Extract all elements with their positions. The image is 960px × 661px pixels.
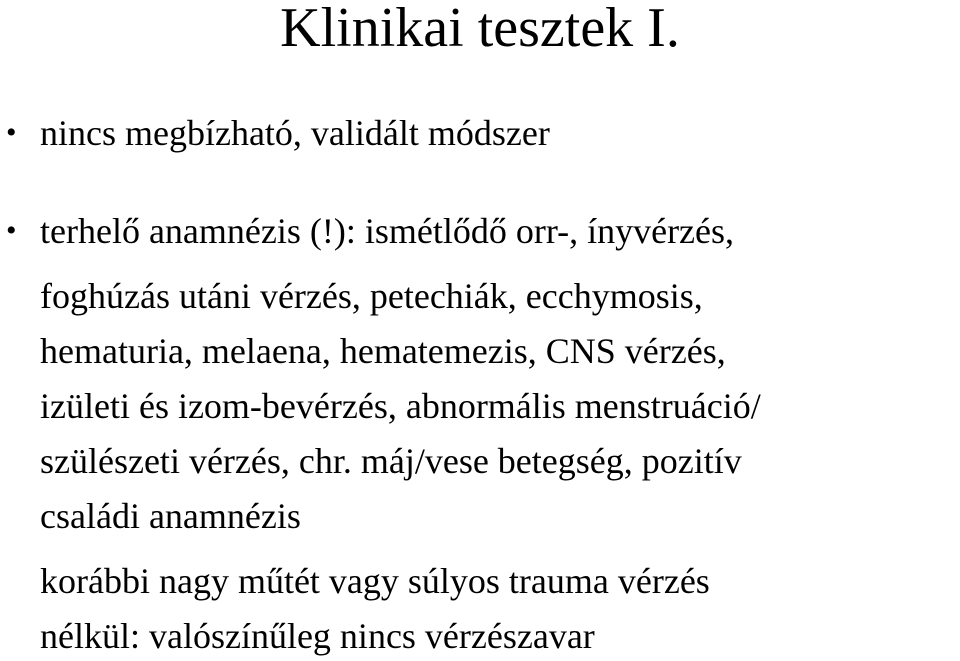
slide-title: Klinikai tesztek I.: [280, 0, 680, 59]
bullet-marker: •: [6, 214, 17, 247]
bullet-2-line-3: hematuria, melaena, hematemezis, CNS vérzés,: [40, 331, 726, 371]
bullet-marker: •: [6, 116, 17, 149]
bullet-2-line-5: szülészeti vérzés, chr. máj/vese betegség, pozitív: [40, 441, 742, 481]
paragraph-line-1: korábbi nagy műtét vagy súlyos trauma vérzés: [40, 561, 710, 601]
bullet-1-line-1: nincs megbízható, validált módszer: [40, 113, 550, 153]
bullet-2-line-1: terhelő anamnézis (!): ismétlődő orr-, ínyvérzés,: [40, 211, 735, 251]
bullet-2-line-6: családi anamnézis: [40, 496, 301, 536]
bullet-2-line-4: izületi és izom-bevérzés, abnormális menstruáció/: [40, 386, 761, 426]
paragraph-line-2: nélkül: valószínűleg nincs vérzészavar: [40, 616, 595, 656]
bullet-2-line-2: foghúzás utáni vérzés, petechiák, ecchymosis,: [40, 276, 703, 316]
